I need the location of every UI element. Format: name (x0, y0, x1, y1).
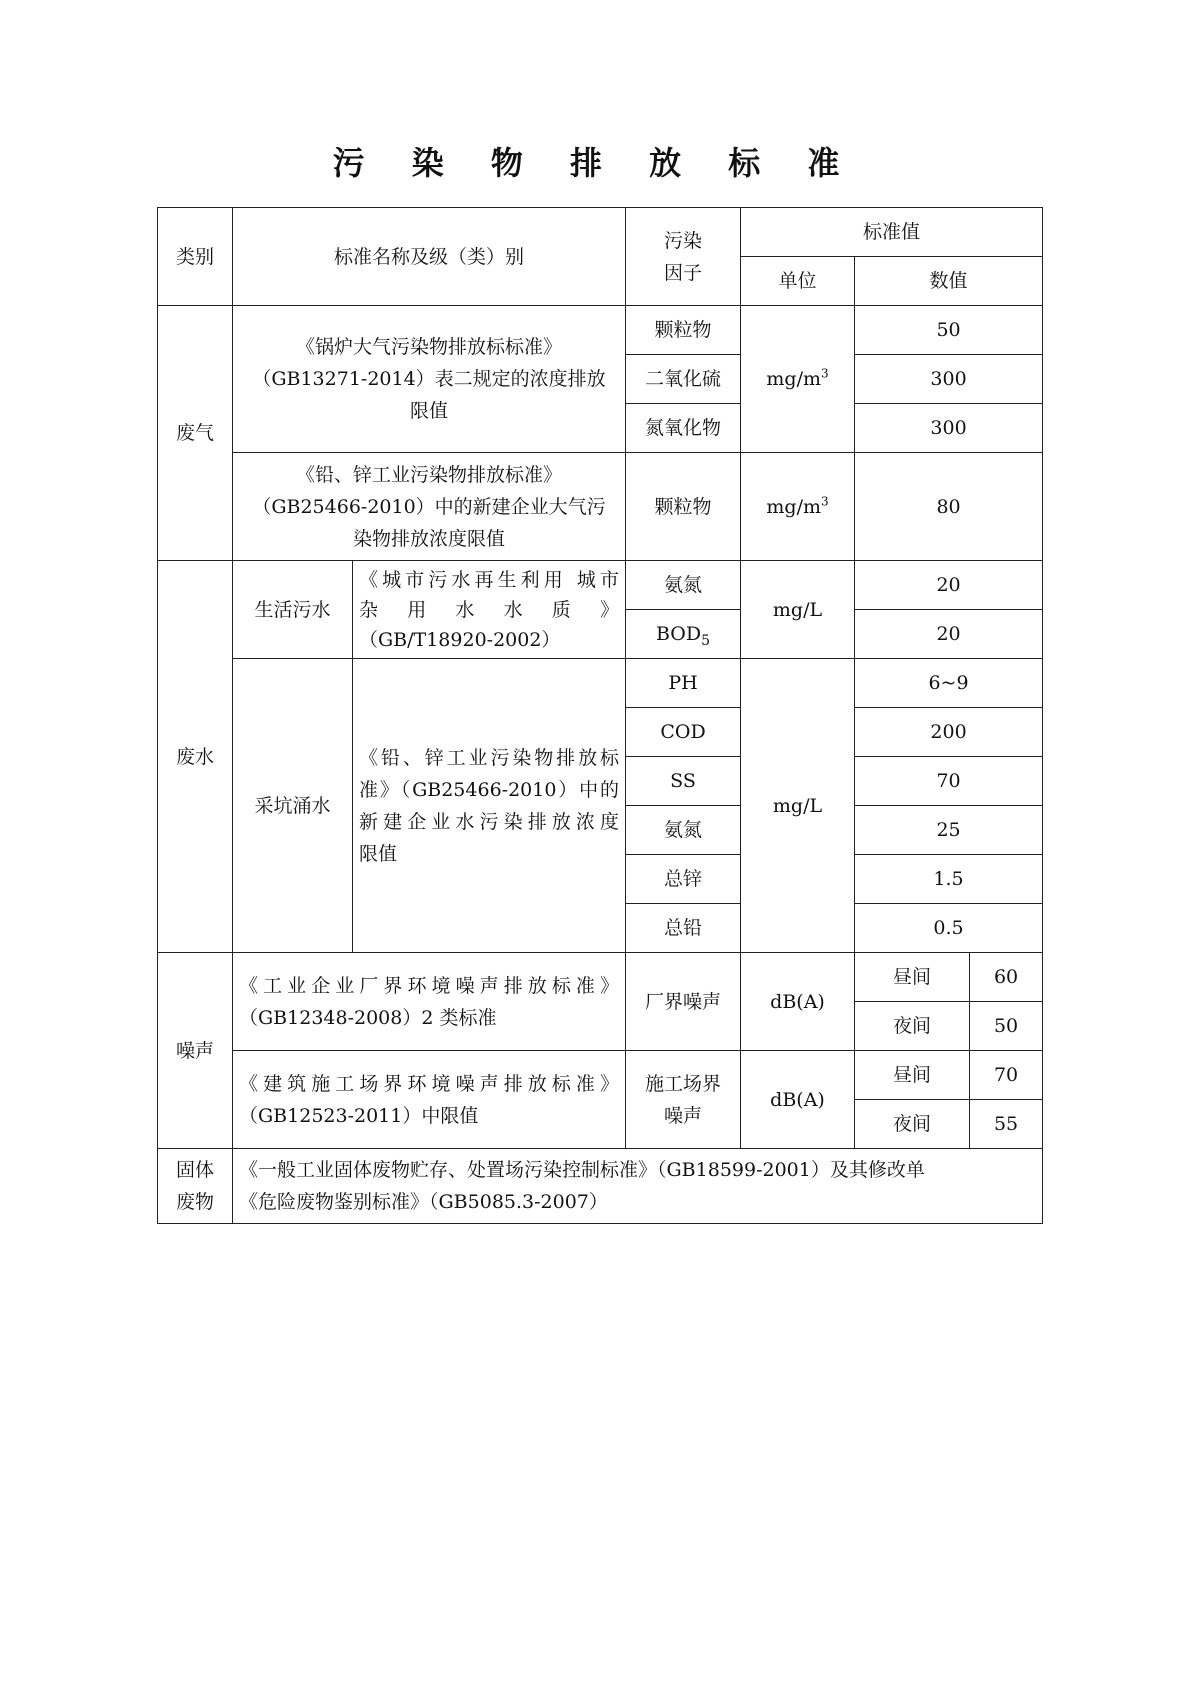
gas-factor: 颗粒物 (626, 453, 741, 561)
header-value: 数值 (855, 257, 1043, 306)
noise-value: 50 (970, 1002, 1043, 1051)
water-value: 200 (855, 708, 1043, 757)
noise-standard-construction: 《建筑施工场界环境噪声排放标准》 （GB12523-2011）中限值 (233, 1051, 626, 1149)
water-domestic-sewage: 生活污水 (233, 561, 353, 659)
gas-factor: 颗粒物 (626, 306, 741, 355)
category-noise: 噪声 (158, 953, 233, 1149)
noise-value: 60 (970, 953, 1043, 1002)
gas-unit: $mg/m^3$ (741, 453, 855, 561)
noise-period-night: 夜间 (855, 1002, 970, 1051)
water-value: 20 (855, 561, 1043, 610)
noise-standard-industrial: 《工业企业厂界环境噪声排放标准》 （GB12348-2008）2 类标准 (233, 953, 626, 1051)
water-value: 25 (855, 806, 1043, 855)
gas-value: 50 (855, 306, 1043, 355)
gas-factor: 氮氧化物 (626, 404, 741, 453)
water-value: 0.5 (855, 904, 1043, 953)
water-unit: mg/L (741, 561, 855, 659)
gas-standard-lead-zinc: 《铅、锌工业污染物排放标准》 （GB25466-2010）中的新建企业大气污 染物排放浓度限值 (233, 453, 626, 561)
water-standard-lead-zinc: 《铅、锌工业污染物排放标 准》（GB25466-2010）中的 新建企业水污染排放浓度 限值 (353, 659, 626, 953)
noise-period-day: 昼间 (855, 1051, 970, 1100)
water-value: 20 (855, 610, 1043, 659)
category-waste-water: 废水 (158, 561, 233, 953)
water-value: 1.5 (855, 855, 1043, 904)
category-waste-gas: 废气 (158, 306, 233, 561)
gas-value: 80 (855, 453, 1043, 561)
noise-value: 70 (970, 1051, 1043, 1100)
gas-value: 300 (855, 404, 1043, 453)
water-standard-urban: 《城市污水再生利用 城市 杂 用 水 水 质 》 （GB/T18920-2002） (353, 561, 626, 659)
noise-factor: 施工场界 噪声 (626, 1051, 741, 1149)
noise-period-day: 昼间 (855, 953, 970, 1002)
water-unit: mg/L (741, 659, 855, 953)
gas-value: 300 (855, 355, 1043, 404)
page-title: 污 染 物 排 放 标 准 (332, 144, 858, 182)
gas-standard-boiler: 《锅炉大气污染物排放标标准》 （GB13271-2014）表二规定的浓度排放 限值 (233, 306, 626, 453)
header-category: 类别 (158, 208, 233, 306)
noise-unit: dB(A) (741, 1051, 855, 1149)
water-factor: 氨氮 (626, 806, 741, 855)
water-value: 70 (855, 757, 1043, 806)
solid-waste-standards: 《一般工业固体废物贮存、处置场污染控制标准》（GB18599-2001）及其修改单 《危险废物鉴别标准》（GB5085.3-2007） (233, 1149, 1043, 1224)
water-mine-drainage: 采坑涌水 (233, 659, 353, 953)
water-factor: 总锌 (626, 855, 741, 904)
water-value: 6~9 (855, 659, 1043, 708)
water-factor: COD (626, 708, 741, 757)
water-factor: $BOD_5$ (626, 610, 741, 659)
water-factor: SS (626, 757, 741, 806)
noise-unit: dB(A) (741, 953, 855, 1051)
noise-value: 55 (970, 1100, 1043, 1149)
header-unit: 单位 (741, 257, 855, 306)
category-solid-waste: 固体 废物 (158, 1149, 233, 1224)
gas-factor: 二氧化硫 (626, 355, 741, 404)
noise-factor: 厂界噪声 (626, 953, 741, 1051)
water-factor: 总铅 (626, 904, 741, 953)
gas-unit: $mg/m^3$ (741, 306, 855, 453)
noise-period-night: 夜间 (855, 1100, 970, 1149)
water-factor: PH (626, 659, 741, 708)
header-standard-name: 标准名称及级（类）别 (233, 208, 626, 306)
header-standard-value: 标准值 (741, 208, 1043, 257)
emission-standards-table (157, 207, 1043, 1224)
header-pollution-factor: 污染 因子 (626, 208, 741, 306)
water-factor: 氨氮 (626, 561, 741, 610)
